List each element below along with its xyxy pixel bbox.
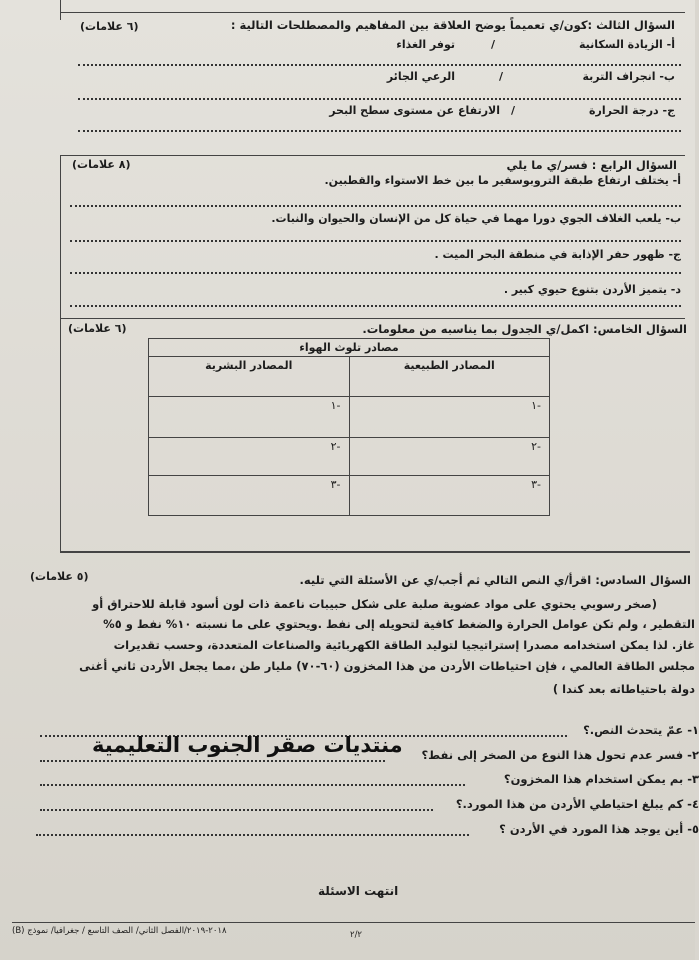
section-left-border [60,155,61,318]
col-human-header: المصادر البشرية [149,357,350,397]
q3-item-a-left: أ- الزيادة السكانية [578,38,675,51]
table-cell-human-3[interactable]: -٣ [149,475,350,515]
answer-line[interactable] [70,240,681,242]
answer-line[interactable] [78,98,681,100]
answer-line[interactable] [78,130,681,132]
section-left-border [60,318,61,551]
answer-line[interactable] [70,305,681,307]
answer-line[interactable] [36,834,469,836]
q4-item-a: أ- يختلف ارتفاع طبقة التروبوسفير ما بين خط الاستواء والقطبين. [324,174,681,187]
answer-line[interactable] [78,64,681,66]
exam-info: ٢٠١٨-٢٠١٩/الفصل الثاني/ الصف التاسع / جغرافيا/ نموذج (B) [12,926,227,936]
q6-question-2: ٢- فسر عدم تحول هذا النوع من الصخر إلى نفط؟ [421,748,699,762]
table-header: مصادر تلوث الهواء [149,339,550,357]
q4-title: السؤال الرابع : فسر/ي ما يلي [506,158,677,172]
answer-line[interactable] [40,809,433,811]
passage-line-2: التقطير ، ولم تكن عوامل الحرارة والضغط كافية لتحويله إلى نفط .ويحتوي على ما نسبته ١٠% نفط و ٥% [103,617,695,631]
table-cell-human-1[interactable]: -١ [149,397,350,437]
page-number: ٢/٢ [350,930,362,940]
pollution-sources-table [148,338,550,516]
table-cell-natural-1[interactable]: -١ [349,397,550,437]
q6-question-5: ٥- أين يوجد هذا المورد في الأردن ؟ [499,822,699,836]
q3-item-b-right: الرعي الجائر [386,70,455,83]
answer-line[interactable] [70,272,681,274]
left-border [60,0,61,20]
table-cell-natural-3[interactable]: -٣ [349,475,550,515]
forum-watermark: منتديات صقر الجنوب التعليمية [92,733,403,757]
q4-item-d: د- يتميز الأردن بتنوع حيوي كبير . [503,283,681,296]
q3-marks: (٦ علامات) [80,20,139,33]
q5-title: السؤال الخامس: اكمل/ي الجدول بما يناسبه من معلومات. [362,322,687,336]
q6-marks: (٥ علامات) [30,570,89,583]
q6-question-4: ٤- كم يبلغ احتياطي الأردن من هذا المورد.؟ [455,797,699,811]
q4-item-b: ب- يلعب الغلاف الجوي دورا مهما في حياة كل من الإنسان والحيوان والنبات. [271,212,681,225]
passage-line-1: (صخر رسوبي يحتوي على مواد عضوية صلبة على شكل حبيبات ناعمة ذات لون أسود قابلة للاحتراق أو [92,597,657,611]
section-divider [60,318,685,319]
q3-item-c-left: ج- درجة الحرارة [589,104,675,117]
answer-line[interactable] [40,760,385,762]
q6-question-1: ١- عمّ يتحدث النص.؟ [583,723,699,737]
footer-rule [12,922,695,923]
q3-item-c-right: الارتفاع عن مستوى سطح البحر [329,104,500,117]
top-border [60,12,685,13]
answer-line[interactable] [70,205,681,207]
col-natural-header: المصادر الطبيعية [349,357,550,397]
table-cell-human-2[interactable]: -٢ [149,437,350,475]
q3-item-a-right: توفر الغذاء [396,38,455,51]
end-of-questions: انتهت الاسئلة [318,884,399,898]
passage-line-3: غاز. لذا يمكن استخدامه مصدرا إستراتيجيا لتوليد الطاقة الكهربائية والصناعات المتعددة، وحسب تقديرات [113,638,695,652]
q6-question-3: ٣- بم يمكن استخدام هذا المخزون؟ [503,772,699,786]
q4-marks: (٨ علامات) [72,158,131,171]
q5-marks: (٦ علامات) [68,322,127,335]
table-cell-natural-2[interactable]: -٢ [349,437,550,475]
q3-item-a-sep: / [490,38,495,51]
passage-line-5: دولة باحتياطاته بعد كندا ) [552,682,695,696]
q4-item-c: ج- ظهور حفر الإذابة في منطقة البحر الميت . [434,248,681,261]
q6-title: السؤال السادس: اقرأ/ي النص التالي ثم أجب/ي عن الأسئلة التي تليه. [299,573,691,587]
passage-line-4: مجلس الطاقة العالمي ، فإن احتياطات الأردن من هذا المخزون (٦٠-٧٠) مليار طن ،مما يجعل الأردن ثاني أغنى [79,659,695,673]
section-divider [60,551,690,553]
q3-item-c-sep: / [510,104,515,117]
section-divider [60,155,685,156]
q3-item-b-sep: / [498,70,503,83]
q3-title: السؤال الثالث :كون/ي تعميماً يوضح العلاقة بين المفاهيم والمصطلحات التالية : [230,18,675,32]
q3-item-b-left: ب- انجراف التربة [582,70,675,83]
answer-line[interactable] [40,784,465,786]
